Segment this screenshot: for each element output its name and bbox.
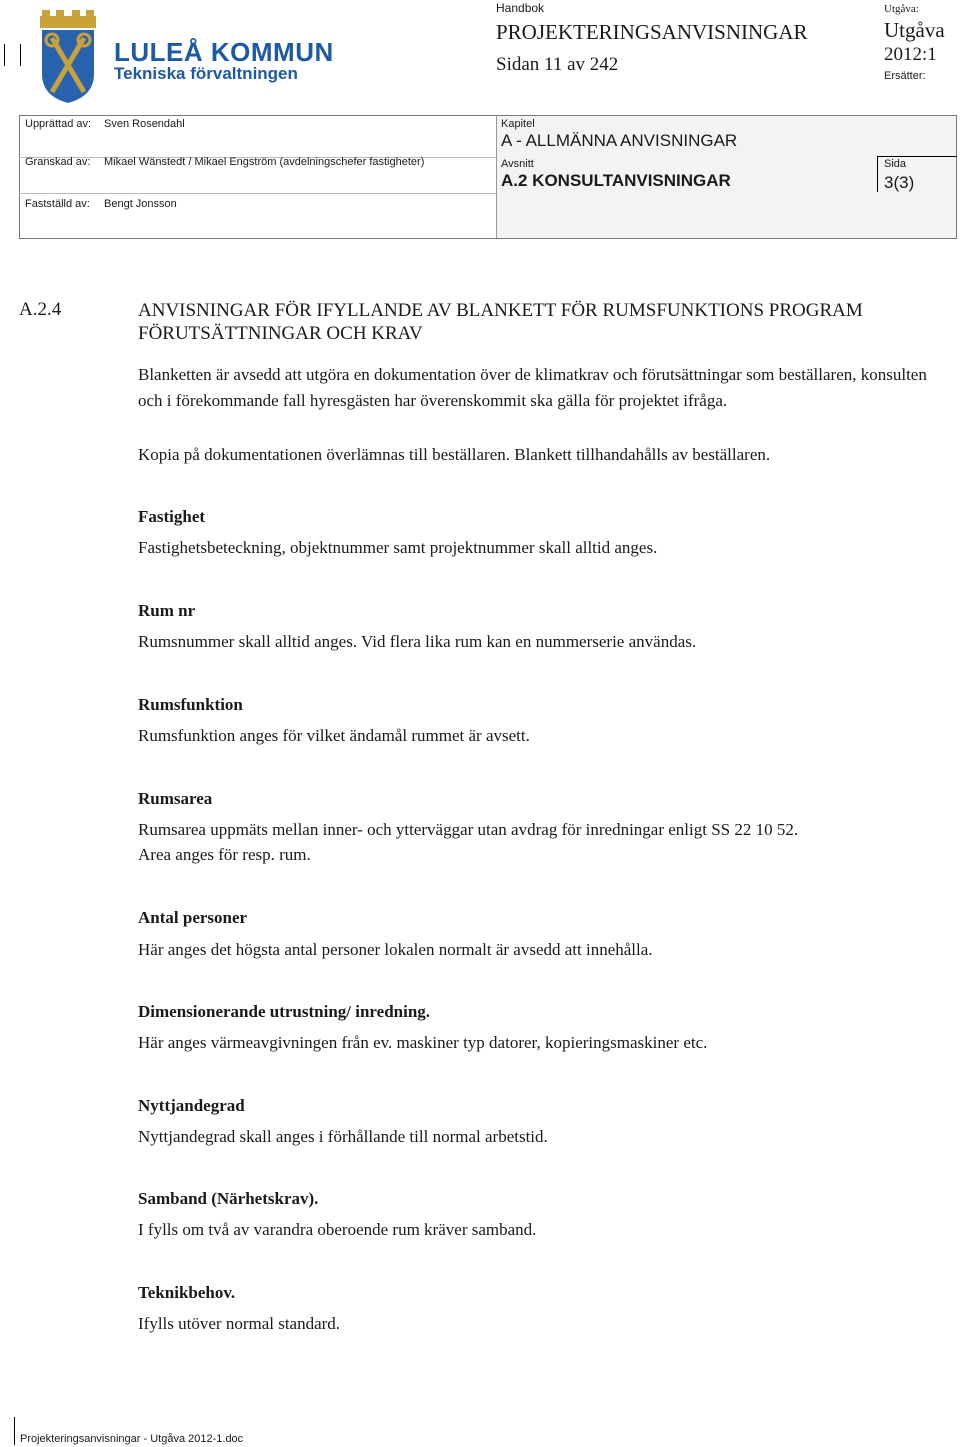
footer-bar xyxy=(14,1417,15,1445)
logo-department: Tekniska förvaltningen xyxy=(114,64,298,83)
prepared-value: Sven Rosendahl xyxy=(104,118,185,130)
table-row-line xyxy=(19,193,496,194)
field-text-rumsarea: Rumsarea uppmäts mellan inner- och ytterväggar utan avdrag för inredningar enligt SS 22 10 52. xyxy=(138,820,799,839)
field-text-teknikbehov: Ifylls utöver normal standard. xyxy=(138,1314,341,1333)
intro-paragraph: Blanketten är avsedd att utgöra en dokumentation över de klimatkrav och förutsättningar som beställaren, konsulten och i förekommande fall hyresgästen har överenskommit ska gälla för projektet ifråga. xyxy=(138,365,927,410)
table-divider xyxy=(496,116,497,238)
page-value: 3(3) xyxy=(884,173,915,192)
document-info-table xyxy=(19,115,957,239)
field-heading-fastighet: Fastighet xyxy=(138,507,206,526)
field-heading-dimensionerande: Dimensionerande utrustning/ inredning. xyxy=(138,1002,431,1021)
footer-filename: Projekteringsanvisningar - Utgåva 2012-1.doc xyxy=(20,1433,244,1445)
reviewed-label: Granskad av: xyxy=(25,156,91,168)
field-heading-rumsarea: Rumsarea xyxy=(138,789,213,808)
page-cell-divider xyxy=(877,156,878,192)
replaces-label: Ersätter: xyxy=(884,70,926,82)
field-text-dimensionerande: Här anges värmeavgivningen från ev. maskiner typ datorer, kopieringsmaskiner etc. xyxy=(138,1033,708,1052)
chapter-label: Kapitel xyxy=(501,118,535,130)
page-count: Sidan 11 av 242 xyxy=(496,54,619,75)
edition-year: 2012:1 xyxy=(884,44,937,65)
field-text-rum-nr: Rumsnummer skall alltid anges. Vid flera lika rum kan en nummerserie användas. xyxy=(138,632,697,651)
field-text-antal-personer: Här anges det högsta antal personer lokalen normalt är avsedd att innehålla. xyxy=(138,940,653,959)
approved-label: Fastställd av: xyxy=(25,198,90,210)
field-text-nyttjandegrad: Nyttjandegrad skall anges i förhållande till normal arbetstid. xyxy=(138,1127,548,1146)
margin-bar xyxy=(4,44,5,66)
section-value: A.2 KONSULTANVISNINGAR xyxy=(501,171,731,190)
edition-label: Utgåva: xyxy=(884,3,919,15)
reviewed-value: Mikael Wänstedt / Mikael Engström (avdelningschefer fastigheter) xyxy=(104,156,425,168)
field-text-rumsfunktion: Rumsfunktion anges för vilket ändamål rummet är avsett. xyxy=(138,726,530,745)
section-title: ANVISNINGAR FÖR IFYLLANDE AV BLANKETT FÖR RUMSFUNKTIONS PROGRAM FÖRUTSÄTTNINGAR OCH KRAV xyxy=(138,300,863,344)
page-cell-top xyxy=(877,156,957,157)
field-heading-nyttjandegrad: Nyttjandegrad xyxy=(138,1096,245,1115)
handbook-label: Handbok xyxy=(496,1,545,15)
margin-bar xyxy=(20,44,21,66)
chapter-value: A - ALLMÄNNA ANVISNINGAR xyxy=(501,131,738,150)
field-heading-teknikbehov: Teknikbehov. xyxy=(138,1283,236,1302)
field-heading-rumsfunktion: Rumsfunktion xyxy=(138,695,243,714)
field-heading-rum-nr: Rum nr xyxy=(138,601,196,620)
logo-name: LULEÅ KOMMUN xyxy=(114,37,334,67)
prepared-label: Upprättad av: xyxy=(25,118,92,130)
page-label: Sida xyxy=(884,158,907,170)
field-text-rumsarea-2: Area anges för resp. rum. xyxy=(138,845,311,864)
field-text-samband: I fylls om två av varandra oberoende rum kräver samband. xyxy=(138,1220,537,1239)
field-text-fastighet: Fastighetsbeteckning, objektnummer samt projektnummer skall alltid anges. xyxy=(138,538,658,557)
field-heading-antal-personer: Antal personer xyxy=(138,908,248,927)
municipality-crest-icon xyxy=(38,8,98,104)
copy-note: Kopia på dokumentationen överlämnas till beställaren. Blankett tillhandahålls av beställaren. xyxy=(138,445,771,464)
section-label: Avsnitt xyxy=(501,158,534,170)
section-number: A.2.4 xyxy=(19,299,62,320)
handbook-title: PROJEKTERINGSANVISNINGAR xyxy=(496,20,808,44)
edition-value: Utgåva xyxy=(884,18,945,42)
approved-value: Bengt Jonsson xyxy=(104,198,177,210)
field-heading-samband: Samband (Närhetskrav). xyxy=(138,1189,319,1208)
